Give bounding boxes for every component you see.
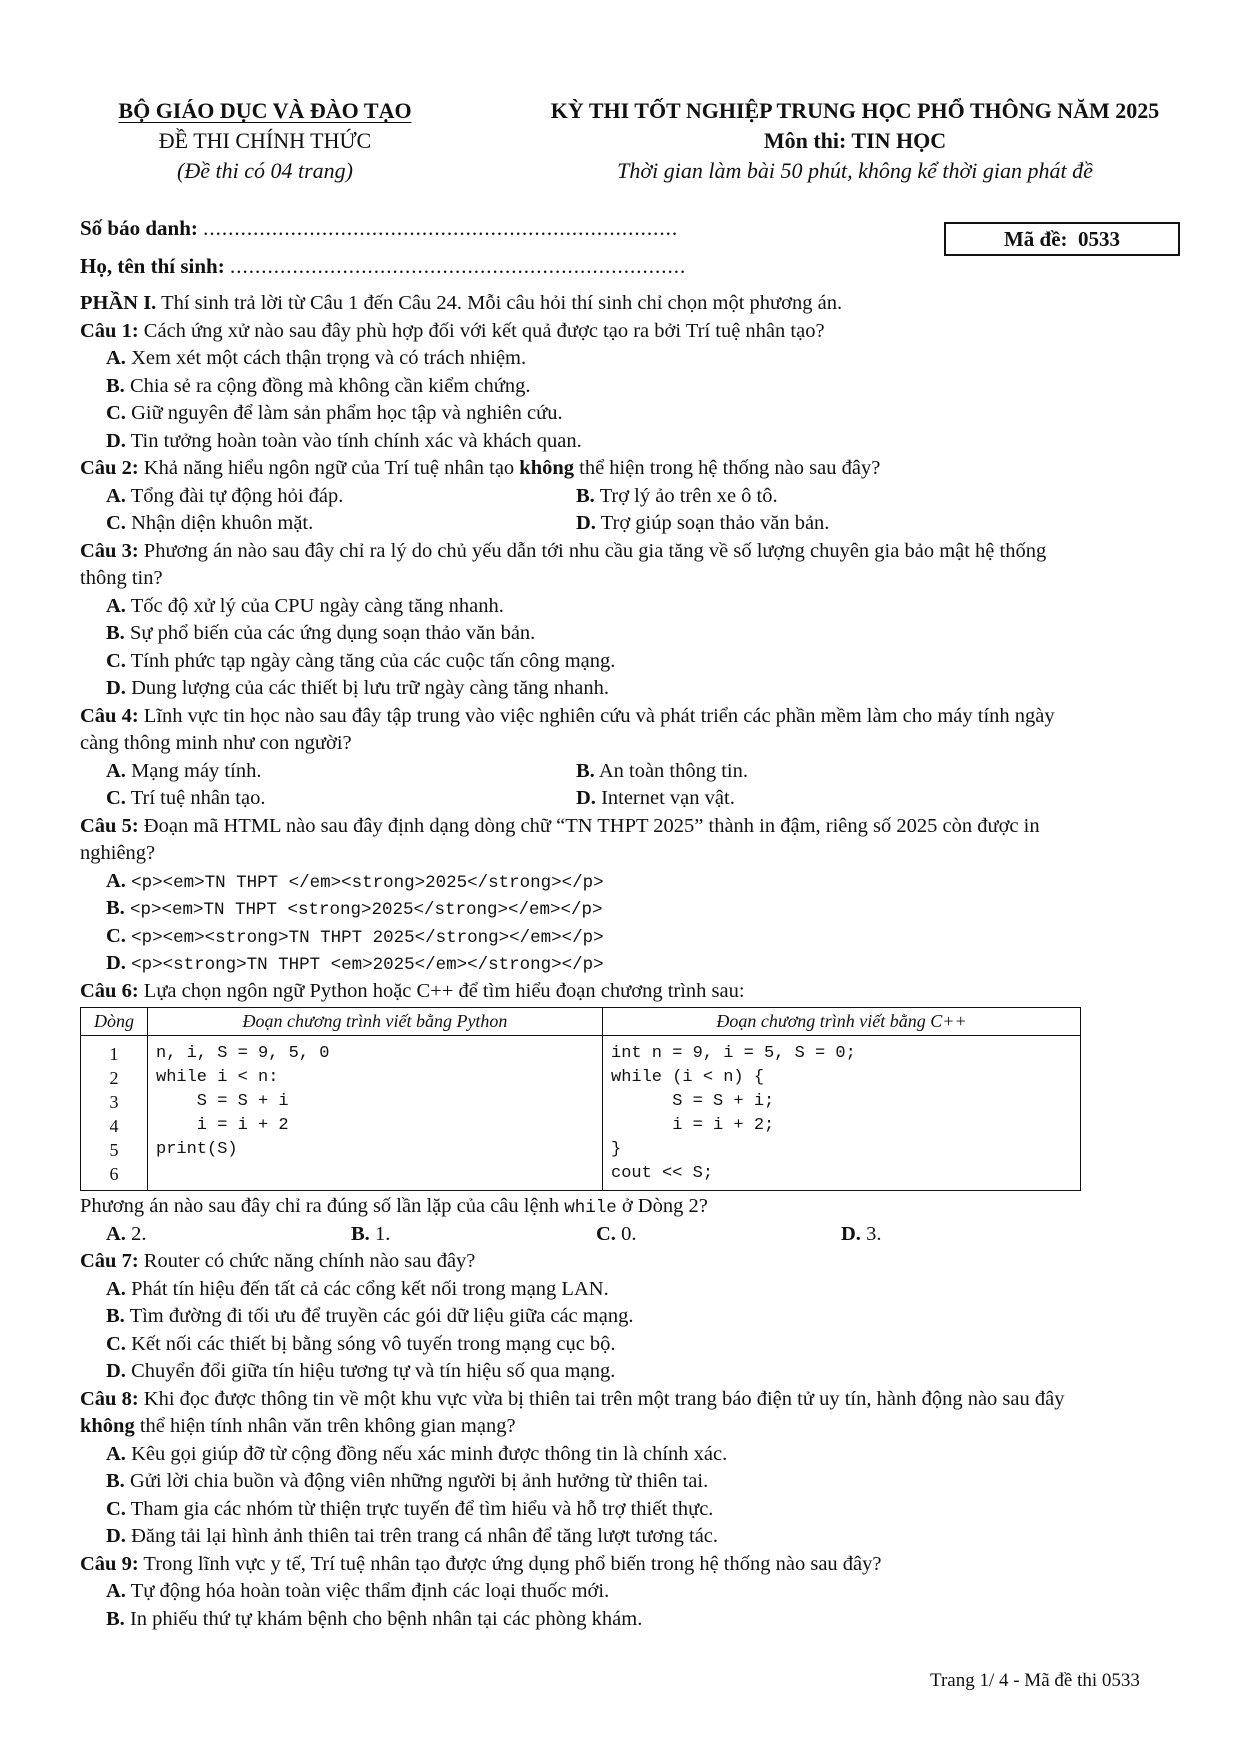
option-label: D. <box>576 512 596 534</box>
question-7 <box>80 1248 1190 1276</box>
option-label: D. <box>106 1360 126 1382</box>
option-text: Giữ nguyên để làm sản phẩm học tập và nghiên cứu. <box>131 402 563 424</box>
code-line: while (i < n) { <box>611 1068 765 1087</box>
question-label: Câu 1: <box>80 319 139 342</box>
option-text: Đăng tải lại hình ảnh thiên tai trên trang cá nhân để tăng lượt tương tác. <box>131 1525 719 1547</box>
question-label: Câu 9: <box>80 1552 139 1575</box>
code-line <box>156 1162 594 1186</box>
option-label: A. <box>106 347 126 369</box>
options-row <box>80 785 1190 813</box>
question-emphasis: không <box>519 457 575 479</box>
option-c <box>80 785 576 813</box>
question-8 <box>80 1386 1190 1414</box>
option-c <box>80 1496 1190 1524</box>
line-number: 5 <box>109 1140 119 1160</box>
option-label: C. <box>106 787 126 809</box>
question-text: Khả năng hiểu ngôn ngữ của Trí tuệ nhân tạo <box>138 457 520 479</box>
option-text: Mạng máy tính. <box>131 759 262 782</box>
option-text: Kêu gọi giúp đỡ từ cộng đồng nếu xác minh được thông tin là chính xác. <box>131 1442 728 1465</box>
code-line: print(S) <box>156 1140 238 1159</box>
option-label: C. <box>106 512 126 534</box>
options-row <box>80 483 1190 511</box>
question-5 <box>80 813 1190 841</box>
code-line: } <box>611 1140 622 1159</box>
option-code: <p><em>TN THPT <strong>2025</strong></em></p> <box>129 900 603 920</box>
exam-code-box <box>944 222 1180 256</box>
option-label: B. <box>106 374 125 397</box>
option-text: Tốc độ xử lý của CPU ngày càng tăng nhanh. <box>130 594 504 617</box>
option-label: B. <box>576 759 595 782</box>
option-label: B. <box>106 1305 125 1327</box>
official-label: ĐỀ THI CHÍNH THỨC <box>158 128 372 153</box>
question-label: Câu 2: <box>80 457 139 479</box>
option-text: Tổng đài tự động hỏi đáp. <box>130 484 344 507</box>
option-label: B. <box>351 1222 370 1245</box>
option-label: D. <box>106 952 126 974</box>
part-instructions: Thí sinh trả lời từ Câu 1 đến Câu 24. Mỗi câu hỏi thí sinh chỉ chọn một phương án. <box>156 292 843 314</box>
part-label: PHẦN I. <box>80 292 157 314</box>
question-text: thể hiện trong hệ thống nào sau đây? <box>574 457 881 479</box>
option-c <box>80 923 1190 951</box>
question-text: Phương án nào sau đây chỉ ra đúng số lần lặp của câu lệnh <box>80 1195 565 1217</box>
question-text: Khi đọc được thông tin về một khu vực vừa bị thiên tai trên một trang báo điện tử uy tín, hành động nào sau đây <box>138 1387 1065 1410</box>
option-d <box>80 1358 1190 1386</box>
option-b <box>576 483 778 511</box>
option-text: Tham gia các nhóm từ thiện trực tuyến để tìm hiểu và hỗ trợ thiết thực. <box>130 1497 714 1520</box>
option-label: D. <box>841 1222 861 1245</box>
option-label: C. <box>596 1222 616 1245</box>
option-text: Kết nối các thiết bị bằng sóng vô tuyến trong mạng cục bộ. <box>131 1332 616 1355</box>
option-text: Tự động hóa hoàn toàn việc thẩm định các loại thuốc mới. <box>130 1580 610 1602</box>
question-5-cont: nghiêng? <box>80 842 156 864</box>
candidate-id-dots: ............................................................................ <box>203 216 679 240</box>
option-text: Trợ lý ảo trên xe ô tô. <box>599 484 778 507</box>
page-footer: Trang 1/ 4 - Mã đề thi 0533 <box>930 1670 1140 1691</box>
option-label: C. <box>106 924 126 947</box>
option-label: A. <box>106 1277 126 1300</box>
header-left <box>80 96 450 186</box>
code-table-header <box>81 1008 1081 1036</box>
ministry-name: BỘ GIÁO DỤC VÀ ĐÀO TẠO <box>118 98 412 123</box>
option-text: Dung lượng của các thiết bị lưu trữ ngày càng tăng nhanh. <box>131 677 610 699</box>
question-text: ở Dòng 2? <box>616 1195 708 1217</box>
inline-code: while <box>564 1198 617 1218</box>
line-number: 4 <box>109 1116 119 1136</box>
subject-name: TIN HỌC <box>851 128 947 153</box>
option-a <box>80 868 1190 896</box>
question-emphasis: không <box>80 1415 135 1437</box>
code-table <box>80 1007 1081 1191</box>
question-6 <box>80 978 1190 1006</box>
option-label: A. <box>106 1222 126 1245</box>
candidate-name-dots: ......................................................................... <box>229 254 687 278</box>
option-label: C. <box>106 1497 126 1520</box>
option-code: <p><strong>TN THPT <em>2025</em></strong></p> <box>131 955 604 975</box>
option-code: <p><em>TN THPT </em><strong>2025</strong></p> <box>131 872 604 893</box>
code-line: S = S + i; <box>611 1092 775 1111</box>
code-line: i = i + 2; <box>611 1116 775 1135</box>
option-b <box>325 1221 570 1249</box>
question-text: Đoạn mã HTML nào sau đây định dạng dòng chữ “TN THPT 2025” thành in đậm, riêng số 2025 còn được in <box>138 814 1040 837</box>
question-label: Câu 4: <box>80 704 139 727</box>
line-number: 2 <box>109 1068 119 1088</box>
option-text: 3. <box>866 1222 882 1245</box>
code-line: S = S + i <box>156 1092 289 1111</box>
option-label: A. <box>106 484 126 507</box>
options-row <box>80 1221 1190 1249</box>
option-label: A. <box>106 594 126 617</box>
option-d <box>576 785 735 813</box>
questions <box>80 290 1190 1633</box>
option-label: A. <box>106 1580 126 1602</box>
option-label: C. <box>106 402 126 424</box>
option-label: A. <box>106 759 126 782</box>
option-code: <p><em><strong>TN THPT 2025</strong></em></p> <box>131 927 604 948</box>
question-1 <box>80 318 1190 346</box>
time-note: Thời gian làm bài 50 phút, không kể thời gian phát đề <box>617 158 1093 183</box>
option-text: Chuyển đổi giữa tín hiệu tương tự và tín hiệu số qua mạng. <box>131 1360 616 1382</box>
question-text: Lựa chọn ngôn ngữ Python hoặc C++ để tìm hiểu đoạn chương trình sau: <box>138 979 745 1002</box>
option-label: B. <box>106 1607 125 1630</box>
option-text: In phiếu thứ tự khám bệnh cho bệnh nhân tại các phòng khám. <box>129 1607 643 1630</box>
option-label: B. <box>106 897 125 919</box>
option-text: Sự phổ biến của các ứng dụng soạn thảo văn bản. <box>129 622 536 644</box>
options-row <box>80 758 1190 786</box>
option-text: 0. <box>621 1222 637 1245</box>
option-a <box>80 1221 325 1249</box>
question-3-cont: thông tin? <box>80 567 163 589</box>
option-a <box>80 345 1190 373</box>
option-label: A. <box>106 869 126 892</box>
line-number: 1 <box>109 1044 119 1064</box>
option-d <box>80 675 1190 703</box>
option-text: Nhận diện khuôn mặt. <box>131 512 314 534</box>
option-b <box>576 758 748 786</box>
option-text: Phát tín hiệu đến tất cả các cổng kết nối trong mạng LAN. <box>131 1277 609 1300</box>
cpp-code <box>603 1036 1081 1191</box>
question-text: Trong lĩnh vực y tế, Trí tuệ nhân tạo được ứng dụng phổ biến trong hệ thống nào sau đây? <box>138 1552 882 1575</box>
exam-code-value: 0533 <box>1078 227 1121 251</box>
option-c <box>570 1221 815 1249</box>
option-label: C. <box>106 649 126 672</box>
option-label: B. <box>106 622 125 644</box>
option-label: A. <box>106 1442 126 1465</box>
question-4-cont: càng thông minh như con người? <box>80 732 352 754</box>
candidate-id-label: Số báo danh: <box>80 216 198 240</box>
option-a <box>80 758 576 786</box>
question-8-cont <box>80 1413 1190 1441</box>
question-label: Câu 7: <box>80 1250 139 1272</box>
question-label: Câu 6: <box>80 979 139 1002</box>
code-line: n, i, S = 9, 5, 0 <box>156 1044 330 1063</box>
option-a <box>80 483 576 511</box>
candidate-name-row <box>80 254 686 279</box>
option-a <box>80 1441 1190 1469</box>
pages-note: (Đề thi có 04 trang) <box>177 158 353 183</box>
code-line: while i < n: <box>156 1068 279 1087</box>
option-text: An toàn thông tin. <box>598 759 748 782</box>
option-text: Trí tuệ nhân tạo. <box>130 787 266 809</box>
option-label: B. <box>576 484 595 507</box>
option-text: Gửi lời chia buồn và động viên những người bị ảnh hưởng từ thiên tai. <box>129 1470 709 1492</box>
option-text: 2. <box>131 1222 147 1245</box>
question-label: Câu 8: <box>80 1387 139 1410</box>
line-numbers <box>81 1036 148 1191</box>
option-c <box>80 400 1190 428</box>
option-b <box>80 1606 1190 1634</box>
question-text: Lĩnh vực tin học nào sau đây tập trung vào việc nghiên cứu và phát triển các phần mềm làm cho máy tính ngày <box>138 704 1055 727</box>
option-label: D. <box>106 677 126 699</box>
option-b <box>80 1303 1190 1331</box>
question-2 <box>80 455 1190 483</box>
option-text: Tìm đường đi tối ưu để truyền các gói dữ liệu giữa các mạng. <box>129 1305 634 1327</box>
question-text: Cách ứng xử nào sau đây phù hợp đối với kết quả được tạo ra bởi Trí tuệ nhân tạo? <box>138 319 825 342</box>
subject-line <box>510 126 1200 156</box>
option-b <box>80 620 1190 648</box>
question-label: Câu 3: <box>80 539 139 562</box>
exam-code-label: Mã đề: <box>1003 227 1068 251</box>
option-label: D. <box>576 787 596 809</box>
options-row <box>80 510 1190 538</box>
subject-prefix: Môn thi: <box>763 128 852 153</box>
part-heading <box>80 290 1190 318</box>
option-d <box>80 950 1190 978</box>
option-d <box>815 1221 1060 1249</box>
line-number: 6 <box>109 1164 119 1184</box>
option-b <box>80 895 1190 923</box>
option-text: Chia sẻ ra cộng đồng mà không cần kiểm chứng. <box>129 374 531 397</box>
option-d <box>80 428 1190 456</box>
candidate-id-row <box>80 216 678 241</box>
option-text: Tin tưởng hoàn toàn vào tính chính xác và khách quan. <box>130 429 582 452</box>
question-4 <box>80 703 1190 731</box>
header-cpp: Đoạn chương trình viết bằng C++ <box>603 1008 1081 1036</box>
option-d <box>576 510 829 538</box>
option-text: Internet vạn vật. <box>601 787 735 809</box>
option-a <box>80 1276 1190 1304</box>
option-b <box>80 373 1190 401</box>
option-a <box>80 1578 1190 1606</box>
option-text: Xem xét một cách thận trọng và có trách nhiệm. <box>131 347 527 369</box>
python-code <box>148 1036 603 1191</box>
question-6-ask <box>80 1193 1190 1221</box>
question-text: thể hiện tính nhân văn trên không gian mạng? <box>134 1415 516 1437</box>
option-label: C. <box>106 1332 126 1355</box>
option-text: 1. <box>374 1222 391 1245</box>
option-d <box>80 1523 1190 1551</box>
question-3 <box>80 538 1190 566</box>
option-text: Trợ giúp soạn thảo văn bản. <box>600 512 830 534</box>
code-line: cout << S; <box>611 1164 714 1183</box>
option-text: Tính phức tạp ngày càng tăng của các cuộc tấn công mạng. <box>130 649 616 672</box>
question-9 <box>80 1551 1190 1579</box>
question-text: Phương án nào sau đây chỉ ra lý do chủ yếu dẫn tới nhu cầu gia tăng về số lượng chuyên gia bảo mật hệ thống <box>138 539 1047 562</box>
question-label: Câu 5: <box>80 814 139 837</box>
option-a <box>80 593 1190 621</box>
option-b <box>80 1468 1190 1496</box>
code-line: int n = 9, i = 5, S = 0; <box>611 1044 856 1063</box>
header-right <box>510 96 1200 186</box>
code-line: i = i + 2 <box>156 1116 289 1135</box>
header-python: Đoạn chương trình viết bằng Python <box>148 1008 603 1036</box>
option-label: D. <box>106 429 126 452</box>
option-c <box>80 1331 1190 1359</box>
option-c <box>80 648 1190 676</box>
code-table-body <box>81 1036 1081 1191</box>
candidate-name-label: Họ, tên thí sinh: <box>80 254 225 278</box>
line-number: 3 <box>109 1092 119 1112</box>
question-text: Router có chức năng chính nào sau đây? <box>138 1250 476 1272</box>
option-label: D. <box>106 1525 126 1547</box>
header-line: Dòng <box>81 1008 148 1036</box>
exam-title: KỲ THI TỐT NGHIỆP TRUNG HỌC PHỔ THÔNG NĂM 2025 <box>550 98 1160 123</box>
option-label: B. <box>106 1470 125 1492</box>
option-c <box>80 510 576 538</box>
